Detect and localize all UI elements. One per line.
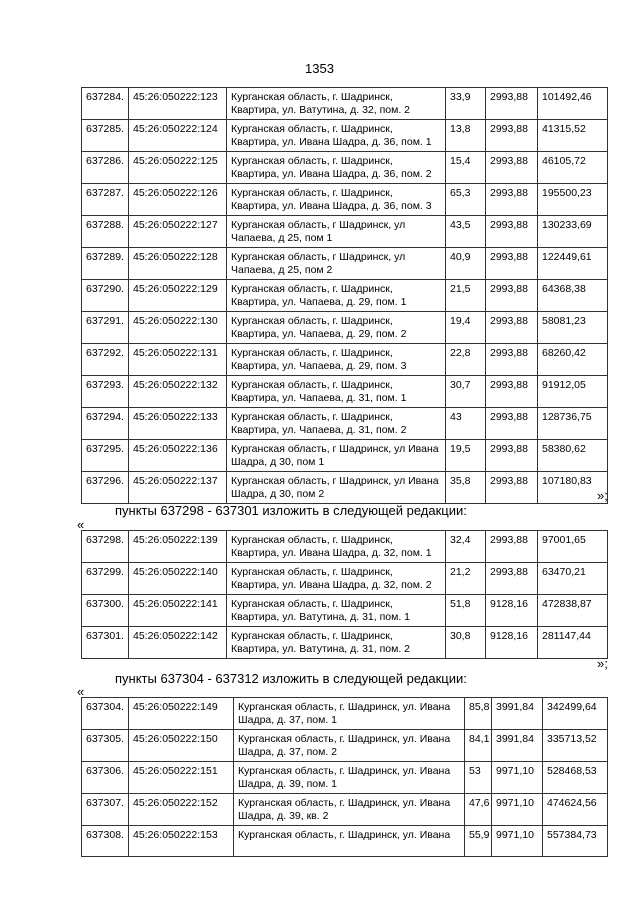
row-number-cell: 637298. (82, 531, 129, 563)
rate-cell: 9971,10 (492, 826, 543, 857)
address-cell: Курганская область, г. Шадринск, ул. Ивана (234, 826, 465, 857)
address-cell: Курганская область, г Шадринск, ул Ивана Шадра, д 30, пом 1 (227, 440, 446, 472)
address-cell: Курганская область, г. Шадринск, Квартира, ул. Чапаева, д. 29, пом. 1 (227, 280, 446, 312)
property-table-2 (81, 530, 608, 659)
table-row (82, 216, 608, 248)
closing-quote: »; (597, 656, 608, 671)
cadastral-number-cell: 45:26:050222:127 (129, 216, 227, 248)
area-cell: 30,7 (446, 376, 486, 408)
address-cell: Курганская область, г. Шадринск, ул. Ивана Шадра, д. 37, пом. 2 (234, 730, 465, 762)
row-number-cell: 637288. (82, 216, 129, 248)
area-cell: 22,8 (446, 344, 486, 376)
rate-cell: 2993,88 (486, 120, 538, 152)
area-cell: 65,3 (446, 184, 486, 216)
row-number-cell: 637294. (82, 408, 129, 440)
row-number-cell: 637304. (82, 698, 129, 730)
table-row (82, 595, 608, 627)
area-cell: 43,5 (446, 216, 486, 248)
row-number-cell: 637300. (82, 595, 129, 627)
row-number-cell: 637292. (82, 344, 129, 376)
table-row (82, 794, 608, 826)
rate-cell: 2993,88 (486, 344, 538, 376)
cadastral-number-cell: 45:26:050222:125 (129, 152, 227, 184)
area-cell: 53 (465, 762, 492, 794)
address-cell: Курганская область, г. Шадринск, Квартира, ул. Ватутина, д. 32, пом. 2 (227, 88, 446, 120)
area-cell: 55,9 (465, 826, 492, 857)
rate-cell: 9971,10 (492, 762, 543, 794)
cadastral-number-cell: 45:26:050222:141 (129, 595, 227, 627)
opening-quote: « (77, 517, 85, 532)
area-cell: 32,4 (446, 531, 486, 563)
cadastral-number-cell: 45:26:050222:153 (129, 826, 234, 857)
cadastral-number-cell: 45:26:050222:151 (129, 762, 234, 794)
cadastral-value-cell: 335713,52 (543, 730, 608, 762)
page-number: 1353 (305, 61, 334, 76)
cadastral-value-cell: 474624,56 (543, 794, 608, 826)
rate-cell: 2993,88 (486, 88, 538, 120)
area-cell: 51,8 (446, 595, 486, 627)
cadastral-value-cell: 46105,72 (538, 152, 608, 184)
area-cell: 33,9 (446, 88, 486, 120)
row-number-cell: 637285. (82, 120, 129, 152)
table-row (82, 627, 608, 659)
address-cell: Курганская область, г. Шадринск, ул. Ивана Шадра, д. 37, пом. 1 (234, 698, 465, 730)
area-cell: 19,4 (446, 312, 486, 344)
cadastral-value-cell: 68260,42 (538, 344, 608, 376)
area-cell: 21,5 (446, 280, 486, 312)
row-number-cell: 637307. (82, 794, 129, 826)
row-number-cell: 637305. (82, 730, 129, 762)
area-cell: 35,8 (446, 472, 486, 504)
table-row (82, 376, 608, 408)
amendment-paragraph: пункты 637304 - 637312 изложить в следующей редакции: (115, 671, 467, 686)
rate-cell: 2993,88 (486, 152, 538, 184)
row-number-cell: 637306. (82, 762, 129, 794)
address-cell: Курганская область, г Шадринск, ул Чапаева, д 25, пом 1 (227, 216, 446, 248)
row-number-cell: 637299. (82, 563, 129, 595)
rate-cell: 3991,84 (492, 698, 543, 730)
rate-cell: 2993,88 (486, 563, 538, 595)
property-table-1 (81, 87, 608, 504)
table-row (82, 88, 608, 120)
address-cell: Курганская область, г. Шадринск, Квартира, ул. Ивана Шадра, д. 36, пом. 3 (227, 184, 446, 216)
table-row (82, 472, 608, 504)
cadastral-number-cell: 45:26:050222:131 (129, 344, 227, 376)
address-cell: Курганская область, г. Шадринск, Квартира, ул. Ватутина, д. 31, пом. 2 (227, 627, 446, 659)
address-cell: Курганская область, г. Шадринск, ул. Ивана Шадра, д. 39, пом. 1 (234, 762, 465, 794)
area-cell: 47,6 (465, 794, 492, 826)
row-number-cell: 637286. (82, 152, 129, 184)
cadastral-number-cell: 45:26:050222:142 (129, 627, 227, 659)
address-cell: Курганская область, г. Шадринск, Квартира, ул. Ивана Шадра, д. 36, пом. 2 (227, 152, 446, 184)
cadastral-number-cell: 45:26:050222:126 (129, 184, 227, 216)
opening-quote: « (77, 684, 85, 699)
cadastral-value-cell: 41315,52 (538, 120, 608, 152)
cadastral-value-cell: 557384,73 (543, 826, 608, 857)
address-cell: Курганская область, г. Шадринск, ул. Ивана Шадра, д. 39, кв. 2 (234, 794, 465, 826)
cadastral-number-cell: 45:26:050222:137 (129, 472, 227, 504)
address-cell: Курганская область, г Шадринск, ул Ивана Шадра, д 30, пом 2 (227, 472, 446, 504)
area-cell: 15,4 (446, 152, 486, 184)
rate-cell: 2993,88 (486, 280, 538, 312)
rate-cell: 2993,88 (486, 408, 538, 440)
area-cell: 85,8 (465, 698, 492, 730)
cadastral-value-cell: 91912,05 (538, 376, 608, 408)
cadastral-number-cell: 45:26:050222:140 (129, 563, 227, 595)
address-cell: Курганская область, г Шадринск, ул Чапаева, д 25, пом 2 (227, 248, 446, 280)
address-cell: Курганская область, г. Шадринск, Квартира, ул. Ивана Шадра, д. 32, пом. 1 (227, 531, 446, 563)
cadastral-number-cell: 45:26:050222:150 (129, 730, 234, 762)
row-number-cell: 637287. (82, 184, 129, 216)
address-cell: Курганская область, г. Шадринск, Квартира, ул. Чапаева, д. 29, пом. 3 (227, 344, 446, 376)
area-cell: 30,8 (446, 627, 486, 659)
cadastral-number-cell: 45:26:050222:149 (129, 698, 234, 730)
rate-cell: 2993,88 (486, 531, 538, 563)
area-cell: 40,9 (446, 248, 486, 280)
cadastral-value-cell: 58081,23 (538, 312, 608, 344)
cadastral-value-cell: 342499,64 (543, 698, 608, 730)
table-row (82, 531, 608, 563)
cadastral-number-cell: 45:26:050222:130 (129, 312, 227, 344)
property-table-3 (81, 697, 608, 857)
cadastral-value-cell: 97001,65 (538, 531, 608, 563)
cadastral-value-cell: 130233,69 (538, 216, 608, 248)
cadastral-number-cell: 45:26:050222:136 (129, 440, 227, 472)
table-row (82, 280, 608, 312)
cadastral-value-cell: 128736,75 (538, 408, 608, 440)
rate-cell: 2993,88 (486, 472, 538, 504)
rate-cell: 2993,88 (486, 440, 538, 472)
table-row (82, 344, 608, 376)
address-cell: Курганская область, г. Шадринск, Квартира, ул. Чапаева, д. 31, пом. 1 (227, 376, 446, 408)
rate-cell: 2993,88 (486, 376, 538, 408)
cadastral-value-cell: 528468,53 (543, 762, 608, 794)
rate-cell: 9971,10 (492, 794, 543, 826)
row-number-cell: 637295. (82, 440, 129, 472)
table-row (82, 408, 608, 440)
table-row (82, 440, 608, 472)
address-cell: Курганская область, г. Шадринск, Квартира, ул. Чапаева, д. 31, пом. 2 (227, 408, 446, 440)
address-cell: Курганская область, г. Шадринск, Квартира, ул. Ватутина, д. 31, пом. 1 (227, 595, 446, 627)
cadastral-number-cell: 45:26:050222:133 (129, 408, 227, 440)
address-cell: Курганская область, г. Шадринск, Квартира, ул. Ивана Шадра, д. 32, пом. 2 (227, 563, 446, 595)
cadastral-value-cell: 122449,61 (538, 248, 608, 280)
row-number-cell: 637289. (82, 248, 129, 280)
cadastral-number-cell: 45:26:050222:132 (129, 376, 227, 408)
cadastral-value-cell: 64368,38 (538, 280, 608, 312)
table-row (82, 248, 608, 280)
cadastral-value-cell: 195500,23 (538, 184, 608, 216)
row-number-cell: 637296. (82, 472, 129, 504)
cadastral-value-cell: 107180,83 (538, 472, 608, 504)
cadastral-number-cell: 45:26:050222:139 (129, 531, 227, 563)
table-row (82, 698, 608, 730)
rate-cell: 9128,16 (486, 627, 538, 659)
area-cell: 19,5 (446, 440, 486, 472)
row-number-cell: 637308. (82, 826, 129, 857)
row-number-cell: 637290. (82, 280, 129, 312)
rate-cell: 2993,88 (486, 184, 538, 216)
cadastral-value-cell: 281147,44 (538, 627, 608, 659)
table-row (82, 152, 608, 184)
area-cell: 43 (446, 408, 486, 440)
cadastral-number-cell: 45:26:050222:152 (129, 794, 234, 826)
table-row (82, 563, 608, 595)
address-cell: Курганская область, г. Шадринск, Квартира, ул. Чапаева, д. 29, пом. 2 (227, 312, 446, 344)
cadastral-value-cell: 472838,87 (538, 595, 608, 627)
cadastral-value-cell: 58380,62 (538, 440, 608, 472)
row-number-cell: 637291. (82, 312, 129, 344)
table-row (82, 120, 608, 152)
amendment-paragraph: пункты 637298 - 637301 изложить в следующей редакции: (115, 503, 467, 518)
table-row (82, 730, 608, 762)
rate-cell: 2993,88 (486, 248, 538, 280)
cadastral-value-cell: 63470,21 (538, 563, 608, 595)
rate-cell: 2993,88 (486, 312, 538, 344)
row-number-cell: 637284. (82, 88, 129, 120)
area-cell: 21,2 (446, 563, 486, 595)
closing-quote: »; (597, 488, 608, 503)
cadastral-number-cell: 45:26:050222:124 (129, 120, 227, 152)
table-row (82, 762, 608, 794)
cadastral-number-cell: 45:26:050222:123 (129, 88, 227, 120)
cadastral-number-cell: 45:26:050222:129 (129, 280, 227, 312)
rate-cell: 2993,88 (486, 216, 538, 248)
row-number-cell: 637301. (82, 627, 129, 659)
rate-cell: 3991,84 (492, 730, 543, 762)
area-cell: 84,1 (465, 730, 492, 762)
table-row (82, 312, 608, 344)
area-cell: 13,8 (446, 120, 486, 152)
cadastral-number-cell: 45:26:050222:128 (129, 248, 227, 280)
rate-cell: 9128,16 (486, 595, 538, 627)
address-cell: Курганская область, г. Шадринск, Квартира, ул. Ивана Шадра, д. 36, пом. 1 (227, 120, 446, 152)
table-row (82, 184, 608, 216)
cadastral-value-cell: 101492,46 (538, 88, 608, 120)
table-row (82, 826, 608, 857)
row-number-cell: 637293. (82, 376, 129, 408)
